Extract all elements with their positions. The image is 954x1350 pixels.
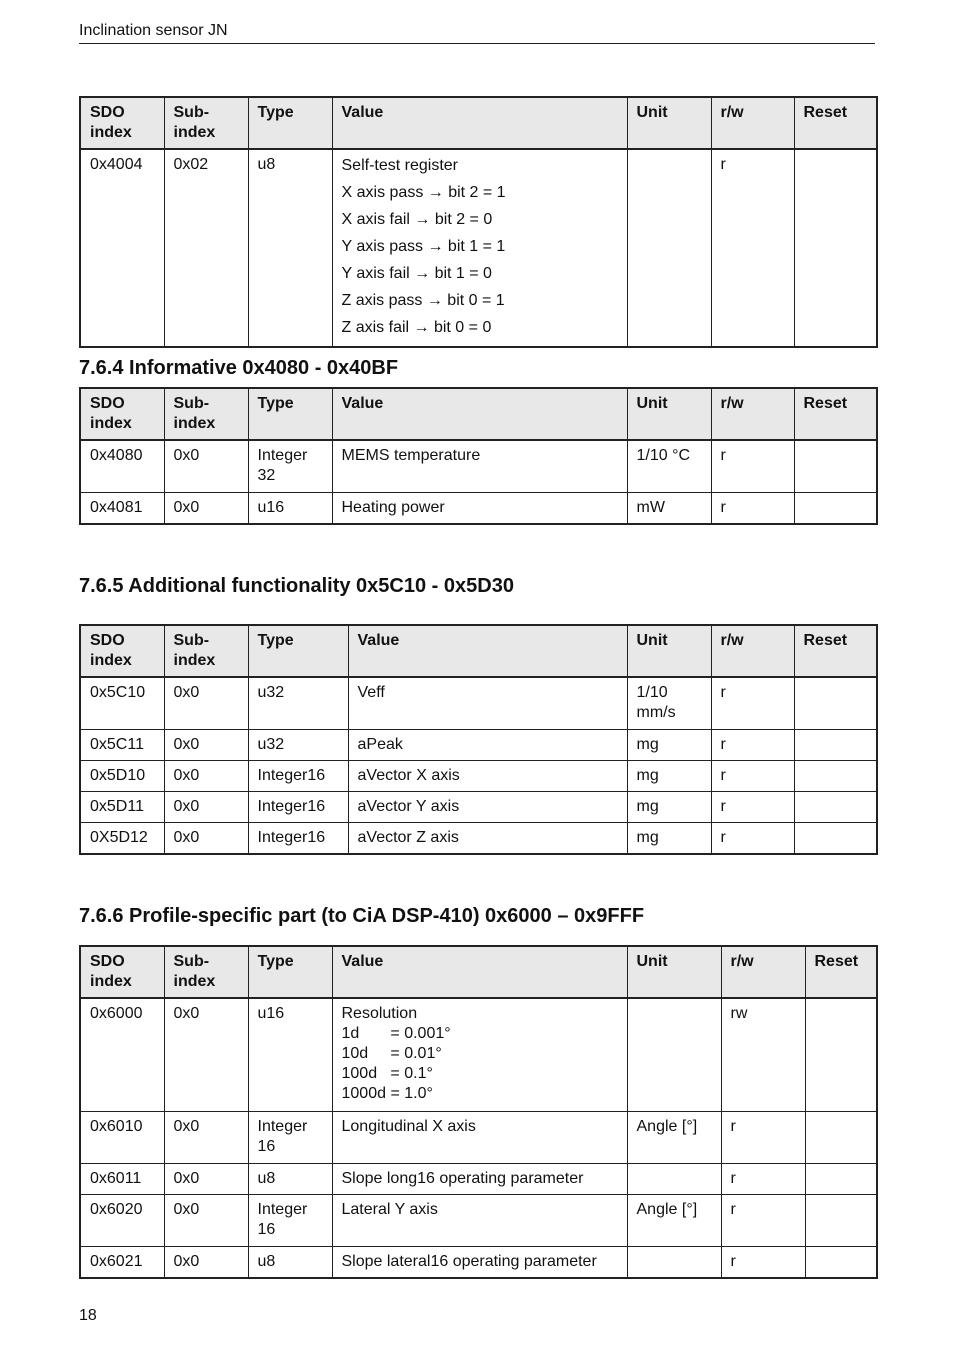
table-row <box>80 1194 877 1246</box>
col-sub-index: Sub-index <box>164 946 248 998</box>
cell-sdo: 0x6000 <box>80 998 164 1111</box>
value-line: X axis pass → bit 2 = 1 <box>341 184 506 201</box>
cell-type: u16 <box>248 492 332 524</box>
table-header-row <box>80 97 877 149</box>
cell-value: Lateral Y axis <box>332 1194 627 1246</box>
cell-type: Integer16 <box>248 760 348 791</box>
cell-value <box>332 149 627 347</box>
table-row <box>80 822 877 854</box>
col-sdo-index: SDO index <box>80 97 164 149</box>
table-row <box>80 677 877 729</box>
section-heading-additional-functionality: 7.6.5 Additional functionality 0x5C10 - 0x5D30 <box>79 575 514 597</box>
cell-sub: 0x0 <box>164 492 248 524</box>
cell-sdo: 0x6011 <box>80 1163 164 1194</box>
cell-reset <box>794 677 877 729</box>
col-unit: Unit <box>627 946 721 998</box>
cell-value: Veff <box>348 677 627 729</box>
cell-sub: 0x0 <box>164 440 248 492</box>
cell-sdo: 0x4081 <box>80 492 164 524</box>
table-row <box>80 1163 877 1194</box>
cell-type: u32 <box>248 677 348 729</box>
cell-type: Integer 16 <box>248 1194 332 1246</box>
cell-sdo: 0x5C10 <box>80 677 164 729</box>
table-row <box>80 760 877 791</box>
table-row <box>80 998 877 1111</box>
col-rw: r/w <box>721 946 805 998</box>
cell-unit: Angle [°] <box>627 1194 721 1246</box>
cell-sub: 0x0 <box>164 1194 248 1246</box>
col-rw: r/w <box>711 388 794 440</box>
table-row <box>80 1246 877 1278</box>
col-value: Value <box>348 625 627 677</box>
col-reset: Reset <box>794 388 877 440</box>
cell-sdo: 0x6020 <box>80 1194 164 1246</box>
table-row <box>80 729 877 760</box>
table-row <box>80 492 877 524</box>
cell-reset <box>794 149 877 347</box>
cell-type: u8 <box>248 1246 332 1278</box>
cell-sub: 0x02 <box>164 149 248 347</box>
cell-value: MEMS temperature <box>332 440 627 492</box>
cell-rw: r <box>721 1163 805 1194</box>
cell-rw: rw <box>721 998 805 1111</box>
cell-sdo: 0x4004 <box>80 149 164 347</box>
cell-value: Slope long16 operating parameter <box>332 1163 627 1194</box>
col-reset: Reset <box>805 946 877 998</box>
cell-reset <box>794 760 877 791</box>
cell-rw: r <box>711 149 794 347</box>
col-unit: Unit <box>627 388 711 440</box>
cell-sub: 0x0 <box>164 998 248 1111</box>
cell-sdo: 0x6021 <box>80 1246 164 1278</box>
cell-reset <box>794 729 877 760</box>
col-sdo-index: SDO index <box>80 388 164 440</box>
col-reset: Reset <box>794 625 877 677</box>
cell-value: Longitudinal X axis <box>332 1111 627 1163</box>
value-line: X axis fail → bit 2 = 0 <box>341 211 493 228</box>
cell-rw: r <box>711 791 794 822</box>
cell-reset <box>794 822 877 854</box>
cell-type: Integer 16 <box>248 1111 332 1163</box>
cell-value: aVector Y axis <box>348 791 627 822</box>
cell-type: Integer16 <box>248 822 348 854</box>
profile-specific-table <box>79 945 878 1279</box>
cell-unit: mg <box>627 822 711 854</box>
cell-reset <box>805 1246 877 1278</box>
cell-type: u8 <box>248 149 332 347</box>
cell-rw: r <box>721 1246 805 1278</box>
col-unit: Unit <box>627 97 711 149</box>
cell-reset <box>805 998 877 1111</box>
cell-sdo: 0x5C11 <box>80 729 164 760</box>
value-line: 100d = 0.1° <box>341 1065 433 1082</box>
informative-table <box>79 387 878 525</box>
col-type: Type <box>248 388 332 440</box>
cell-sub: 0x0 <box>164 1111 248 1163</box>
cell-unit <box>627 998 721 1111</box>
running-header-title: Inclination sensor JN <box>79 22 228 39</box>
value-line: Y axis pass → bit 1 = 1 <box>341 238 506 255</box>
cell-rw: r <box>711 760 794 791</box>
cell-type: u16 <box>248 998 332 1111</box>
cell-sub: 0x0 <box>164 760 248 791</box>
cell-sdo: 0X5D12 <box>80 822 164 854</box>
table-row <box>80 791 877 822</box>
additional-functionality-table <box>79 624 878 855</box>
selftest-table <box>79 96 878 348</box>
cell-sdo: 0x5D11 <box>80 791 164 822</box>
cell-reset <box>805 1194 877 1246</box>
cell-reset <box>794 492 877 524</box>
value-line: Z axis fail → bit 0 = 0 <box>341 319 492 336</box>
cell-type: u8 <box>248 1163 332 1194</box>
cell-type: u32 <box>248 729 348 760</box>
cell-unit: 1/10 mm/s <box>627 677 711 729</box>
cell-unit: 1/10 °C <box>627 440 711 492</box>
cell-sdo: 0x5D10 <box>80 760 164 791</box>
cell-unit: mW <box>627 492 711 524</box>
value-line: 1000d = 1.0° <box>341 1085 433 1102</box>
cell-rw: r <box>711 729 794 760</box>
cell-rw: r <box>711 440 794 492</box>
cell-sub: 0x0 <box>164 1163 248 1194</box>
col-unit: Unit <box>627 625 711 677</box>
cell-value: aVector X axis <box>348 760 627 791</box>
value-line: Z axis pass → bit 0 = 1 <box>341 292 505 309</box>
cell-unit <box>627 1246 721 1278</box>
value-line: Self-test register <box>341 157 458 174</box>
cell-sdo: 0x4080 <box>80 440 164 492</box>
cell-reset <box>805 1163 877 1194</box>
section-heading-profile-specific: 7.6.6 Profile-specific part (to CiA DSP-410) 0x6000 – 0x9FFF <box>79 905 645 927</box>
section-heading-informative: 7.6.4 Informative 0x4080 - 0x40BF <box>79 357 399 379</box>
value-line: Y axis fail → bit 1 = 0 <box>341 265 492 282</box>
cell-sub: 0x0 <box>164 677 248 729</box>
cell-reset <box>794 791 877 822</box>
cell-unit: Angle [°] <box>627 1111 721 1163</box>
col-type: Type <box>248 625 348 677</box>
cell-unit: mg <box>627 791 711 822</box>
cell-value: aVector Z axis <box>348 822 627 854</box>
cell-value: Slope lateral16 operating parameter <box>332 1246 627 1278</box>
cell-sub: 0x0 <box>164 822 248 854</box>
header-divider <box>79 43 875 44</box>
col-value: Value <box>332 388 627 440</box>
col-sdo-index: SDO index <box>80 946 164 998</box>
table-row <box>80 1111 877 1163</box>
cell-sub: 0x0 <box>164 1246 248 1278</box>
cell-unit <box>627 1163 721 1194</box>
col-sdo-index: SDO index <box>80 625 164 677</box>
cell-type: Integer 32 <box>248 440 332 492</box>
col-value: Value <box>332 946 627 998</box>
col-type: Type <box>248 946 332 998</box>
cell-reset <box>805 1111 877 1163</box>
cell-sub: 0x0 <box>164 791 248 822</box>
cell-unit <box>627 149 711 347</box>
table-header-row <box>80 625 877 677</box>
cell-rw: r <box>711 677 794 729</box>
cell-rw: r <box>721 1194 805 1246</box>
page-number: 18 <box>79 1307 97 1324</box>
col-reset: Reset <box>794 97 877 149</box>
table-header-row <box>80 388 877 440</box>
col-sub-index: Sub-index <box>164 388 248 440</box>
cell-type: Integer16 <box>248 791 348 822</box>
col-rw: r/w <box>711 97 794 149</box>
cell-unit: mg <box>627 760 711 791</box>
cell-value: aPeak <box>348 729 627 760</box>
cell-reset <box>794 440 877 492</box>
cell-sdo: 0x6010 <box>80 1111 164 1163</box>
cell-value <box>332 998 627 1111</box>
value-line: 1d = 0.001° <box>341 1025 451 1042</box>
table-row <box>80 149 877 347</box>
cell-rw: r <box>721 1111 805 1163</box>
cell-unit: mg <box>627 729 711 760</box>
table-header-row <box>80 946 877 998</box>
cell-value: Heating power <box>332 492 627 524</box>
col-sub-index: Sub-index <box>164 625 248 677</box>
cell-rw: r <box>711 822 794 854</box>
col-rw: r/w <box>711 625 794 677</box>
cell-sub: 0x0 <box>164 729 248 760</box>
col-value: Value <box>332 97 627 149</box>
col-type: Type <box>248 97 332 149</box>
table-row <box>80 440 877 492</box>
cell-rw: r <box>711 492 794 524</box>
value-line: Resolution <box>341 1005 418 1022</box>
value-line: 10d = 0.01° <box>341 1045 442 1062</box>
col-sub-index: Sub-index <box>164 97 248 149</box>
